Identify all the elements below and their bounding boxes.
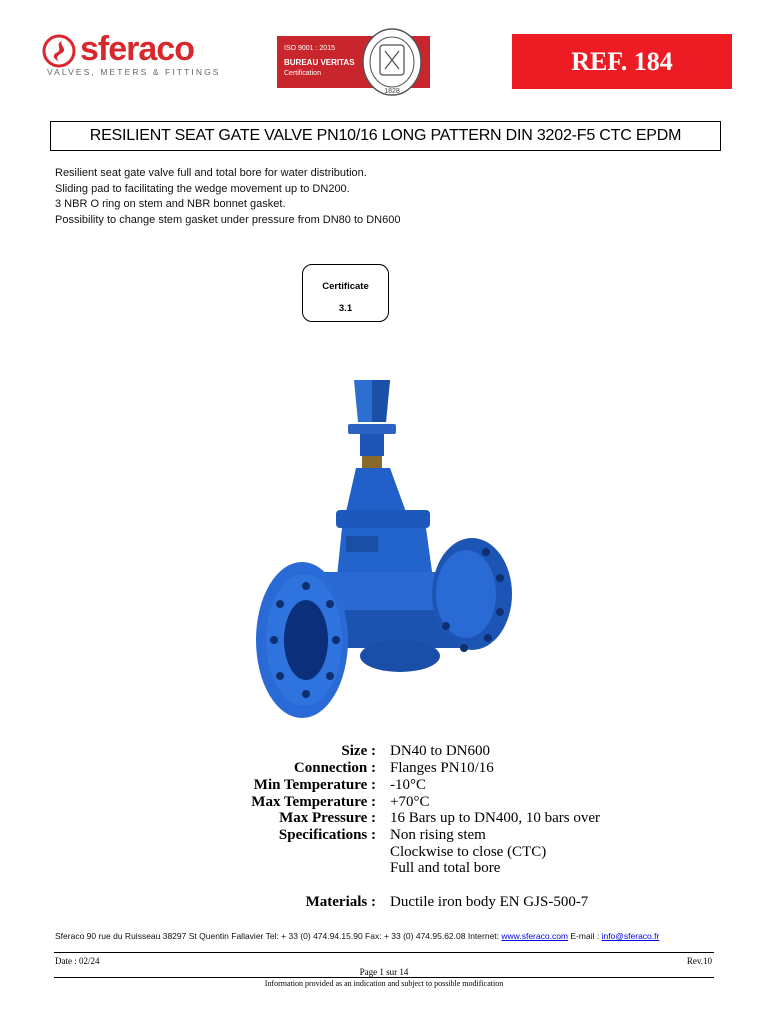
spec-label: Min Temperature : [253,777,376,793]
spec-value: Clockwise to close (CTC) [390,844,547,860]
spec-value: Ductile iron body EN GJS-500-7 [390,894,589,910]
description-line: Resilient seat gate valve full and total bore for water distribution. [55,167,367,179]
spec-label: Connection : [293,760,376,776]
certificate-badge [302,264,389,322]
description-line: 3 NBR O ring on stem and NBR bonnet gasket. [55,198,286,210]
certification-label: Certification [284,70,321,77]
spec-value: Non rising stem [390,827,486,843]
email-link[interactable]: info@sferaco.fr [601,931,660,941]
spec-label: Specifications : [278,827,376,843]
bureau-veritas-label: BUREAU VERITAS [284,58,355,67]
product-title: RESILIENT SEAT GATE VALVE PN10/16 LONG PATTERN DIN 3202-F5 CTC EPDM [89,127,682,144]
sferaco-logo [40,30,230,82]
spec-row-connection [200,760,680,778]
email-label: E-mail : [570,931,600,941]
spec-row-size [200,743,680,761]
address-text: Sferaco 90 rue du Ruisseau 38297 St Quentin Fallavier Tel: + 33 (0) 474.94.15.90 Fax: + 33 (0) 474.95.62.08 Internet: [55,931,500,941]
footer-divider [54,977,714,978]
brand-name: sferaco [80,30,194,68]
spec-label: Max Temperature : [251,794,376,810]
page-number: Page 1 sur 14 [359,967,409,977]
reference-number: REF. 184 [571,46,673,76]
spec-row-min-temperature [200,777,680,795]
iso-label: ISO 9001 : 2015 [284,45,335,52]
company-address [55,931,659,941]
product-description [55,166,400,228]
spec-row-max-pressure [200,810,680,828]
spec-label: Max Pressure : [279,810,376,826]
bureau-veritas-seal-icon [361,27,423,97]
disclaimer-note: Information provided as an indication and subject to possible modification [264,979,504,988]
spec-row-materials [200,894,680,912]
website-link[interactable]: www.sferaco.com [501,931,569,941]
description-line: Possibility to change stem gasket under pressure from DN80 to DN600 [55,213,401,226]
gate-valve-image [250,372,520,730]
document-date: Date : 02/24 [55,956,100,966]
spec-value: -10°C [390,777,426,793]
spec-row-specifications-cont [200,860,680,878]
certificate-label: Certificate [322,281,369,292]
spec-value: Flanges PN10/16 [390,760,494,776]
bureau-veritas-certification [277,36,430,95]
spec-value: Full and total bore [390,860,501,876]
spec-row-specifications [200,827,680,845]
product-title-box [50,121,721,151]
description-line: Sliding pad to facilitating the wedge movement up to DN200. [55,182,350,195]
spec-label: Size : [341,743,376,759]
document-revision: Rev.10 [686,956,712,966]
spec-value: +70°C [390,794,430,810]
spec-label: Materials : [305,894,376,910]
brand-tagline: VALVES, METERS & FITTINGS [47,67,221,77]
sferaco-flame-icon [42,34,76,68]
certificate-value: 3.1 [338,303,353,314]
reference-box [512,34,732,89]
footer-divider [54,952,714,953]
spec-value: DN40 to DN600 [390,743,490,759]
spec-value: 16 Bars up to DN400, 10 bars over [390,810,600,826]
seal-year: 1828 [384,88,400,95]
